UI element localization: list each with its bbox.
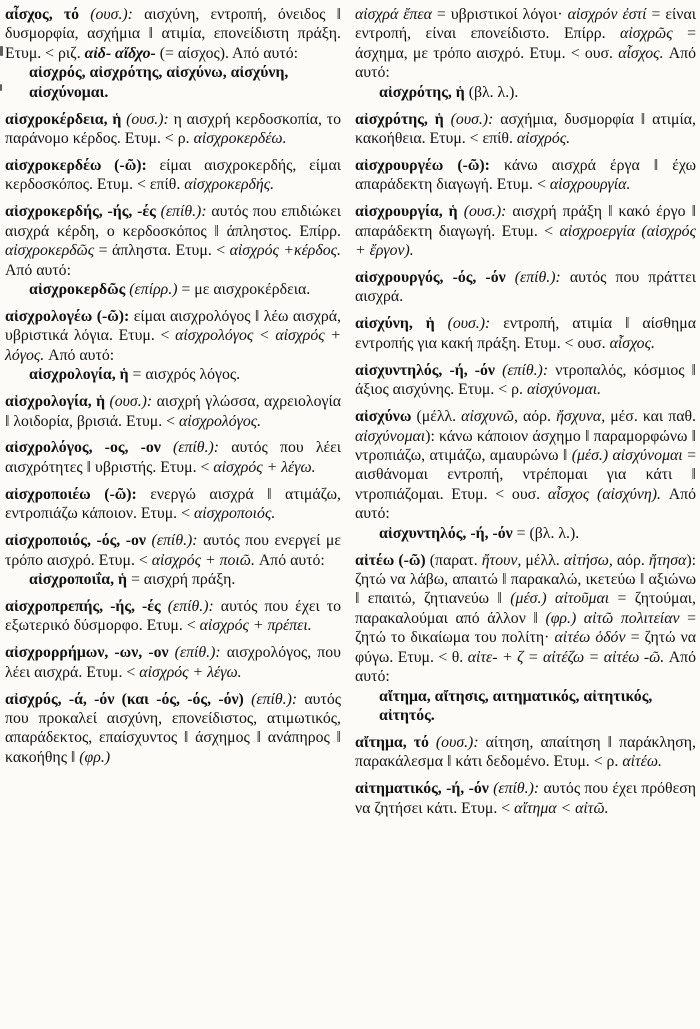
dictionary-entry	[5, 485, 341, 524]
text-run: (επίθ.):	[174, 644, 227, 662]
text-run: αισχρή γλώσσα, αχρειολογία ‖ λοιδορία, βρισιά. Ετυμ. <	[5, 393, 341, 430]
text-run: αἰσχύνομαι.	[526, 381, 602, 399]
dictionary-entry	[355, 5, 696, 83]
text-run: αἰσχρός + πρέπει.	[199, 617, 312, 635]
text-run: αἰτέω ὁδόν	[554, 629, 631, 647]
text-run: αυτός που έχει πρόθεση να ζητήσει κάτι. Ετυμ. <	[355, 780, 696, 817]
text-run: αἰσχροποιός.	[193, 505, 276, 523]
dictionary-entry	[5, 202, 341, 280]
text-run: αυτός που ενεργεί με τρόπο αισχρό. Ετυμ. <	[5, 532, 341, 569]
text-run: (ουσ.):	[463, 203, 513, 221]
text-run: αἰσχυντηλός, -ή, -όν	[355, 361, 503, 379]
dictionary-entry	[5, 531, 341, 570]
text-run: αἶσχος (αἰσχύνη).	[547, 485, 669, 503]
text-run: αυτός που λέει αισχρότητες ‖ υβριστής. Ετυμ. <	[5, 439, 342, 476]
text-run: αἰσχροκερδής, -ής, -ές	[5, 203, 161, 221]
text-run: είμαι αισχρολόγος ‖ λέω αισχρά, υβριστικά λόγια. Ετυμ. <	[5, 307, 341, 345]
text-run: μέσ. και παθ.	[610, 408, 696, 426]
dictionary-entry	[5, 643, 341, 682]
text-run: (ουσ.):	[447, 315, 504, 333]
text-run: αἰσχροκερδῶς	[29, 280, 130, 298]
dictionary-entry	[355, 733, 696, 772]
text-run: (μέλλ.	[416, 408, 462, 426]
text-run: αἰτηματικός, -ή, -όν	[355, 780, 494, 798]
text-run: η αισχρή κερδοσκοπία, το παράνομο κέρδος. Ετυμ. < ρ.	[5, 110, 341, 148]
text-run: αἰσχροποιός, -ός, -ον	[5, 532, 152, 550]
text-run: αἰσχροκερδής.	[184, 176, 275, 194]
dictionary-entry	[5, 438, 341, 477]
text-run: (φρ.) αἰτῶ πολιτείαν	[545, 609, 688, 627]
text-run: (επίθ.):	[173, 439, 232, 457]
dictionary-entry	[5, 597, 341, 636]
text-run: αἰσχρουργία.	[549, 176, 631, 194]
text-run: ενεργώ αισχρά ‖ ατιμάζω, εντροπιάζω κάποιον. Ετυμ. <	[5, 485, 341, 523]
text-run: μέλλ.	[525, 551, 564, 569]
text-run: αἰσχρορρήμων, -ων, -ον	[5, 644, 175, 662]
text-run: αἶσχος, τό	[5, 6, 91, 23]
text-run: αἰσχροκερδέω (-ῶ):	[5, 156, 160, 174]
text-run: αυτός που επιδιώκει αισχρά κέρδη, ο κερδοσκόπος ‖ άπληστος. Επίρρ.	[5, 203, 341, 240]
text-run: αἰσχρολογία, ἡ	[29, 366, 133, 384]
text-run: αἰσχροπρεπής, -ής, -ές	[5, 597, 168, 615]
text-run: (ουσ.):	[90, 6, 145, 23]
text-run: αυτός που πράττει αισχρά.	[355, 269, 696, 306]
text-run: αἰτέω (-ῶ)	[355, 551, 430, 569]
text-run: αισχύνη, εντροπή, όνειδος ‖ δυσμορφία, ασχήμια ‖ ατιμία, επονείδιστη πράξη. Ετυμ. < ριζ.	[5, 6, 341, 62]
text-run: αισχρολόγος, που λέει αισχρά. Ετυμ. <	[5, 644, 341, 681]
dictionary-entry	[355, 110, 696, 149]
dictionary-entry	[355, 407, 696, 524]
text-run: Από αυτό:	[258, 551, 325, 569]
text-run: (επίθ.):	[493, 780, 544, 798]
text-run: ασχήμια, δυσμορφία ‖ ατιμία, κακοήθεια. Ετυμ. < επίθ.	[355, 110, 696, 148]
text-run: (ουσ.):	[126, 110, 174, 128]
text-run: αυτός που έχει το εξωτερικό δύσμορφο. Ετυμ. <	[5, 597, 342, 635]
text-run: = αισχρός λόγος.	[132, 366, 241, 384]
dictionary-entry	[5, 690, 341, 768]
text-run: Από αυτό:	[48, 346, 115, 364]
text-run: Από αυτό:	[5, 261, 71, 279]
text-run: αἰσχρῶς	[620, 25, 688, 43]
text-run: (επίρρ.)	[129, 280, 182, 298]
derived-words-line	[5, 365, 341, 384]
text-run: αἰσχρός + λέγω.	[213, 458, 316, 476]
text-run: αἰσχρολόγος < αἰσχρός + λόγος.	[5, 327, 341, 364]
text-run: = αισθάνομαι εντροπή, ντρέπομαι για κάτι ‖ ντροπιάζομαι. Ετυμ. < ουσ.	[355, 446, 696, 503]
text-run: αἰσχρολογία, ἡ	[5, 393, 110, 411]
derived-words-line	[355, 687, 696, 726]
text-run: (επίθ.):	[514, 269, 570, 287]
text-run: ): κάνω κάποιον άσχημο ‖ παραμορφώνω ‖ ντροπιάζω, ατιμάζω, αμαυρώνω ‖	[355, 427, 696, 464]
text-run: αἰσχρός, -ά, -όν (και -ός, -ός, -όν)	[5, 690, 252, 708]
text-run: αἰτέω.	[622, 753, 663, 771]
text-run: = (βλ. λ.).	[516, 524, 580, 542]
dictionary-entry	[355, 156, 696, 195]
text-run: αἰτε- + ζ = αἰτέζω = αἰτέω -ῶ.	[467, 648, 669, 666]
dictionary-entry	[5, 5, 341, 63]
text-run: αίτηση, απαίτηση ‖ παράκληση, παρακάλεσμα ‖ κάτι δεδομένο. Ετυμ. < ρ.	[355, 733, 697, 771]
derived-words-line	[355, 524, 696, 543]
text-run: = άσχημα, με τρόπο αισχρό. Ετυμ. < ουσ.	[355, 25, 696, 62]
text-run: αἰσχρός, αἰσχρότης, αἰσχύνω, αἰσχύνη, αἰσχύνομαι.	[29, 64, 289, 101]
dictionary-entry	[5, 110, 341, 149]
text-run: αἰσχροποιΐα, ἡ	[29, 570, 131, 588]
text-run: αἰσχροκερδέω.	[193, 130, 287, 148]
text-run: αἰσχυνῶ,	[461, 408, 523, 426]
text-run: αἰσχρόν ἐστί	[567, 6, 652, 23]
dictionary-entry	[355, 551, 696, 687]
derived-words-line	[355, 83, 696, 102]
dictionary-entry	[355, 361, 696, 400]
text-run: αἰσχρουργός, -ός, -όν	[355, 269, 515, 287]
text-run: αἰσχροκερδῶς	[5, 242, 99, 260]
right-column	[355, 5, 696, 1027]
text-run: αἰσχροκέρδεια, ἡ	[5, 110, 127, 128]
text-run: = είναι εντροπή, είναι επονείδιστο. Επίρρ.	[355, 6, 696, 43]
text-run: (ουσ.):	[109, 393, 157, 411]
text-run: αἰσχροεργία (αἰσχρός + ἔργον).	[355, 222, 696, 260]
scan-artifact	[0, 46, 3, 56]
text-run: (επίθ.):	[151, 532, 204, 550]
text-run: αἴτημα, τό	[355, 733, 436, 751]
text-run: είμαι αισχροκερδής, είμαι κερδοσκόπος. Ετυμ. < επίθ.	[5, 156, 341, 194]
text-run: (ουσ.):	[435, 733, 486, 751]
text-run: (παρατ.	[429, 551, 482, 569]
dictionary-entry	[355, 779, 696, 818]
text-run: αἰσχυντηλός, -ή, -όν	[379, 524, 517, 542]
text-run: Από αυτό:	[355, 648, 696, 686]
text-run: αόρ.	[616, 551, 649, 569]
text-run: αἴτημα < αἰτῶ.	[514, 799, 609, 817]
text-run: αἰσχρολογέω (-ῶ):	[5, 307, 134, 325]
text-run: αἰσχρός + λέγω.	[139, 663, 242, 681]
text-run: = αισχρή πράξη.	[130, 570, 236, 588]
text-run: Από αυτό:	[355, 44, 697, 82]
text-run: αόρ.	[523, 408, 557, 426]
text-run: ντροπαλός, κόσμιος ‖ άξιος αισχύνης. Ετυμ. < ρ.	[355, 361, 696, 399]
text-run: = με αισχροκέρδεια.	[181, 280, 311, 298]
text-run: αἰσχρός +κέρδος.	[229, 242, 341, 260]
text-run: = ζητώ να φύγω. Ετυμ. < θ.	[355, 629, 696, 666]
text-run: αἴτημα, αἴτησις, αιτηματικός, αἰτητικός, αἰτητός.	[379, 687, 653, 724]
text-run: = άπληστα. Ετυμ. <	[98, 242, 230, 260]
derived-words-line	[5, 280, 341, 299]
text-run: = υβριστικοί λόγοι·	[436, 6, 568, 23]
text-run: αἰδ- αἴδχο-	[84, 44, 160, 62]
text-run: (μέσ.) αἰτοῦμαι	[510, 590, 618, 608]
text-run: (επίθ.):	[160, 203, 212, 221]
text-run: αἶσχος.	[609, 334, 655, 352]
text-run: ἤσχυνα,	[556, 408, 611, 426]
text-run: αἰσχρολόγος, -ος, -ον	[5, 439, 174, 457]
text-run: αἰτήσω,	[563, 551, 617, 569]
text-run: αἰσχρότης, ἡ	[355, 110, 451, 128]
text-run: (βλ. λ.).	[468, 83, 519, 101]
left-column	[5, 5, 341, 1027]
text-run: (μέσ.) αἰσχύνομαι	[571, 446, 688, 464]
text-run: κάνω αισχρά έργα ‖ έχω απαράδεκτη διαγωγή. Ετυμ. <	[355, 156, 696, 194]
text-run: (επίθ.):	[502, 361, 556, 379]
text-run: αἶσχος.	[618, 44, 669, 62]
text-run: αἰσχρός.	[516, 130, 571, 148]
text-run: αἰσχρουργία, ἡ	[355, 203, 464, 221]
text-run: αἰσχρότης, ἡ	[379, 83, 469, 101]
text-run: = ζητούμαι, παρακαλούμαι από άλλον ‖	[355, 590, 696, 627]
text-run: = ζητώ το δικαίωμα του πολίτη·	[355, 609, 696, 647]
text-run: αἰσχρουργέω (-ῶ):	[355, 156, 504, 174]
scan-artifact	[0, 84, 2, 91]
dictionary-entry	[355, 202, 696, 260]
text-run: (επίθ.):	[167, 597, 221, 615]
text-run: εντροπή, ατιμία ‖ αίσθημα εντροπής για κακή πράξη. Ετυμ. < ουσ.	[355, 315, 696, 352]
text-run: αἰσχρά ἔπεα	[355, 6, 437, 23]
text-run: ): ζητώ να λάβω, απαιτώ ‖ παρακαλώ, ικετεύω ‖ αξιώνω ‖ επαιτώ, ζητιανεύω ‖	[355, 551, 696, 608]
text-run: (φρ.)	[79, 748, 111, 766]
dictionary-entry	[355, 268, 696, 307]
dictionary-entry	[5, 392, 341, 431]
dictionary-entry	[5, 307, 341, 365]
text-run: αἰσχύνομαι	[355, 427, 426, 445]
text-run: (ουσ.):	[450, 110, 501, 128]
text-run: αἰσχροποιέω (-ῶ):	[5, 485, 151, 503]
text-run: αἰσχρολόγος.	[179, 412, 262, 430]
derived-words-line	[5, 63, 341, 102]
text-run: Από αυτό:	[355, 485, 696, 523]
text-run: αυτός που προκαλεί αισχύνη, επονείδιστος, ατιμωτικός, απαράδεκτος, επαίσχυντος ‖ άσχημος ‖ ανάπηρος ‖ κακοήθης ‖	[5, 690, 342, 766]
text-run: (επίθ.):	[251, 690, 305, 708]
derived-words-line	[5, 570, 341, 589]
text-run: αἰσχρός + ποιῶ.	[151, 551, 259, 569]
text-run: (= αίσχος). Από αυτό:	[159, 44, 298, 62]
dictionary-entry	[5, 156, 341, 195]
text-run: αἰσχύνω	[355, 408, 417, 426]
text-run: ἤτησα	[648, 551, 687, 569]
dictionary-entry	[355, 314, 696, 353]
text-run: αισχρή πράξη ‖ κακό έργο ‖ απαράδεκτη διαγωγή. Ετυμ. <	[355, 203, 697, 240]
text-run: αἰσχύνη, ἡ	[355, 315, 448, 333]
text-run: ἤτουν,	[481, 551, 526, 569]
